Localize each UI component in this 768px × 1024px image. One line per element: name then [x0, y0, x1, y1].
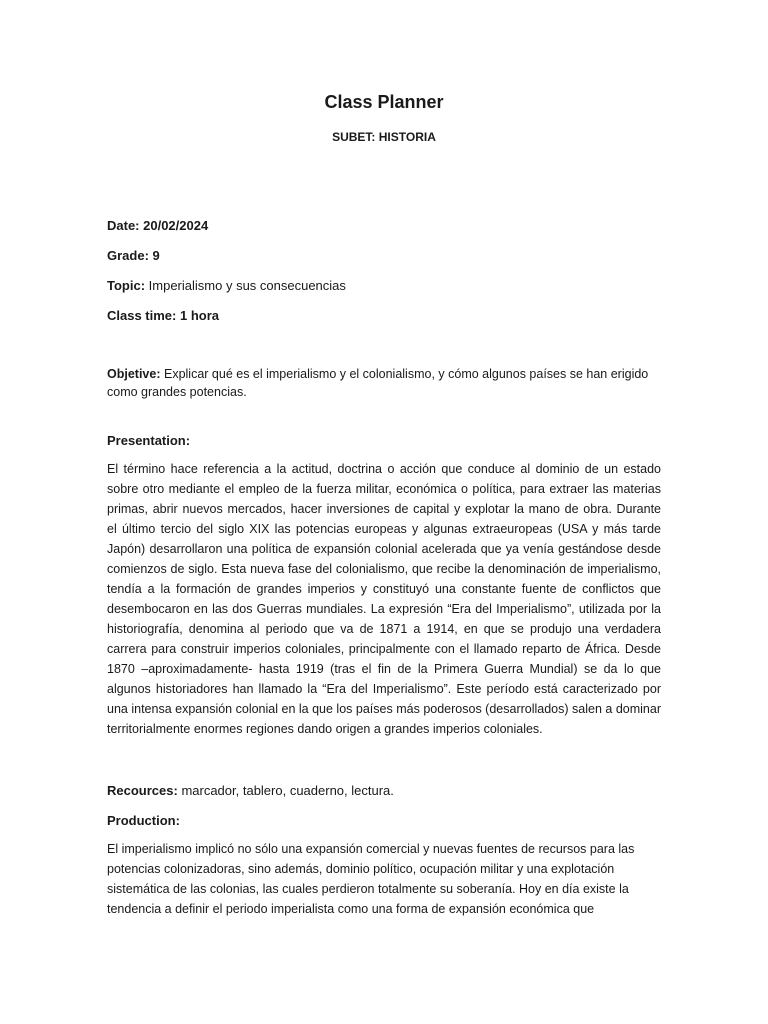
grade-field: Grade: 9	[107, 248, 160, 263]
objective-line	[107, 367, 661, 381]
presentation-line: desembocaron en las dos Guerras mundiales. La expresión “Era del Imperialismo”, utilizada por la	[107, 602, 661, 616]
topic-field	[107, 278, 346, 293]
objective-label: Objetive:	[107, 367, 161, 381]
production-line: sistemática de las colonias, las cuales perdieron totalmente su soberanía. Hoy en día existe la	[107, 882, 629, 896]
resources-field	[107, 783, 394, 798]
presentation-line: territorialmente enormes regiones dando origen a grandes imperios coloniales.	[107, 722, 543, 736]
presentation-line: historiografía, denomina al periodo que va de 1871 a 1914, en que se produjo una verdadera	[107, 622, 661, 636]
topic-label: Topic:	[107, 278, 146, 293]
subject-line: SUBET: HISTORIA	[332, 130, 436, 144]
page-title: Class Planner	[324, 92, 444, 112]
resources-label: Recources:	[107, 783, 178, 798]
presentation-line: Japón) desarrollaron una política de expansión colonial acelerada que ya venía gestándose desde	[107, 542, 661, 556]
presentation-line: algunos historiadores han llamado la “Era del Imperialismo”. Este período está caracterizado por	[107, 682, 661, 696]
presentation-line: una intensa expansión colonial en la que los países más poderosos (desarrollados) salen a dominar	[107, 702, 661, 716]
presentation-line: sobre otro mediante el empleo de la fuerza militar, económica o política, para extraer las materias	[107, 482, 661, 496]
date-field: Date: 20/02/2024	[107, 218, 209, 233]
presentation-line: 1870 –aproximadamente- hasta 1919 (tras el fin de la Primera Guerra Mundial) se da lo que	[107, 662, 661, 676]
production-line: tendencia a definir el periodo imperialista como una forma de expansión económica que	[107, 902, 595, 916]
class-time-field: Class time: 1 hora	[107, 308, 219, 323]
topic-value: Imperialismo y sus consecuencias	[148, 278, 346, 293]
objective-text: Explicar qué es el imperialismo y el colonialismo, y cómo algunos países se han erigido	[163, 367, 649, 381]
presentation-line: carrera para construir imperios coloniales, principalmente con el llamado reparto de África. Desde	[107, 642, 661, 656]
resources-value: marcador, tablero, cuaderno, lectura.	[181, 783, 394, 798]
production-line: El imperialismo implicó no sólo una expansión comercial y nuevas fuentes de recursos para las	[107, 842, 635, 856]
objective-line: como grandes potencias.	[107, 385, 247, 399]
production-line: potencias colonizadoras, sino además, dominio político, ocupación militar y una explotación	[107, 862, 615, 876]
presentation-line: tendía a la formación de grandes imperios y constituyó una constante fuente de conflictos que	[107, 582, 661, 596]
presentation-line: comienzos de siglo. Esta nueva fase del colonialismo, que recibe la denominación de imperialismo,	[107, 562, 661, 576]
presentation-line: primas, abrir nuevos mercados, hacer inversiones de capital y explotar la mano de obra. Durante	[107, 502, 661, 516]
presentation-line: El término hace referencia a la actitud, doctrina o acción que conduce al dominio de un estado	[107, 462, 661, 476]
presentation-line: el último tercio del siglo XIX las potencias europeas y algunas extraeuropeas (USA y más tarde	[107, 522, 661, 536]
presentation-heading: Presentation:	[107, 433, 191, 448]
production-heading: Production:	[107, 813, 180, 828]
